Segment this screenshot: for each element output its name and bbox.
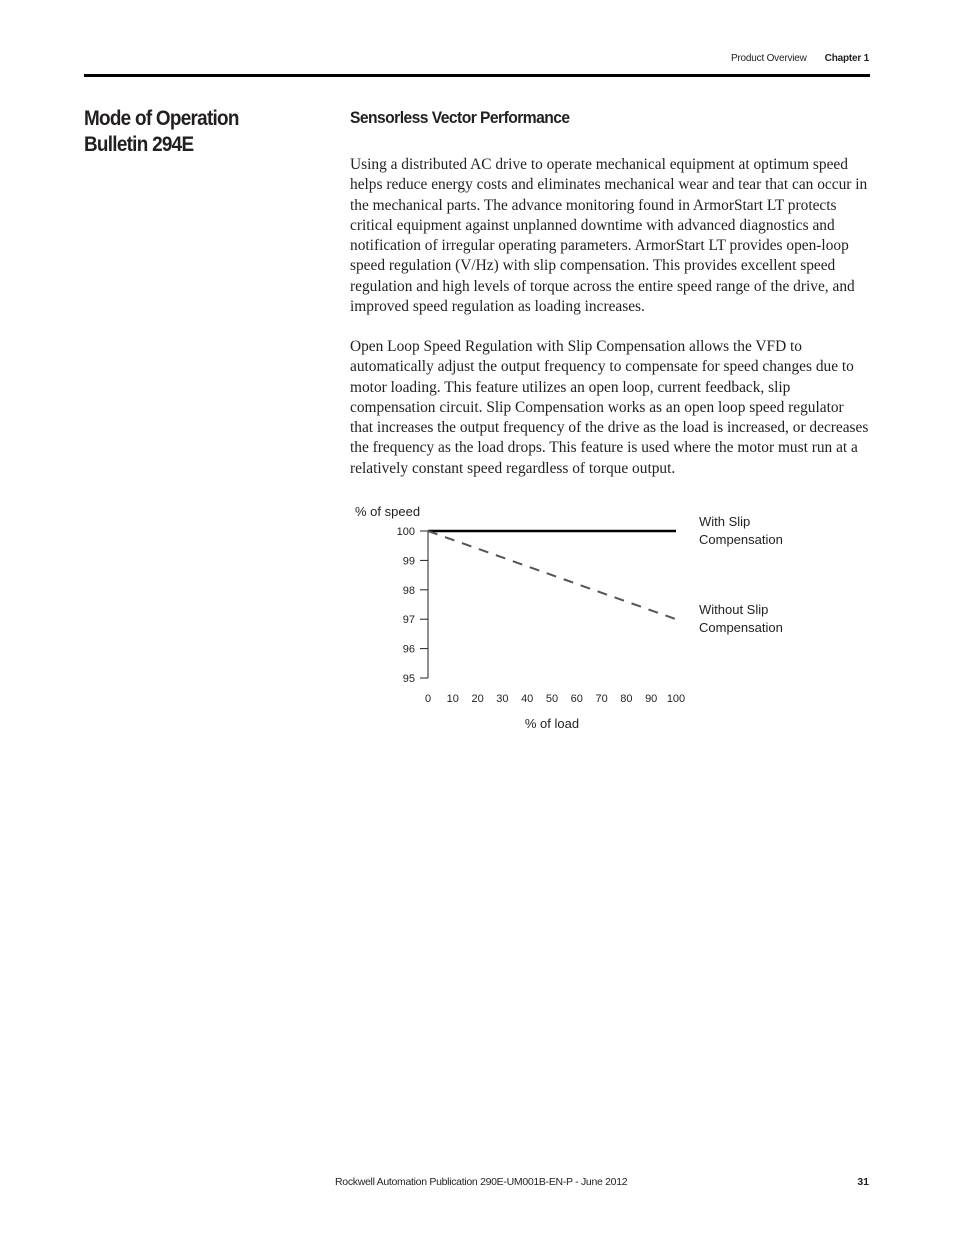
x-tick-label-100: 100 [666,693,686,705]
series-label-2-line-1: Without Slip [699,602,769,618]
side-title [84,106,291,158]
header-chapter: Chapter 1 [824,53,869,64]
body-paragraph-1: Using a distributed AC drive to operate mechanical equipment at optimum speed helps reduce energy costs and eliminates mechanical wear and tear that can occur in the mechanical parts. The advance monitoring found in ArmorStart LT protects critical equipment against unplanned downtime with advanced diagnostics and notification of irregular operating parameters. ArmorStart LT provides open-loop speed regulation (V/Hz) with slip compensation. This provides excellent speed regulation and high levels of torque across the entire speed range of the drive, and improved speed regulation as loading increases. [350,156,868,316]
x-axis-label: % of load [524,716,580,731]
body-paragraph-2: Open Loop Speed Regulation with Slip Compensation allows the VFD to automatically adjust the output frequency to compensate for speed changes due to motor loading. This feature utilizes an open loop, current feedback, slip compensation circuit. Slip Compensation works as an open loop speed regulator that increases the output frequency of the drive as the load is increased, or decreases the frequency as the load drops. This feature is used where the motor must run at a relatively constant speed regardless of torque output. [350,338,869,477]
x-tick-label-90: 90 [645,693,658,705]
x-tick-label-70: 70 [595,693,608,705]
y-tick-label-100: 100 [396,526,415,538]
x-tick-label-50: 50 [545,693,559,705]
running-header [731,53,869,64]
x-tick-label-60: 60 [570,693,583,705]
y-tick-label-97: 97 [402,614,415,627]
header-section: Product Overview [730,53,807,64]
x-tick-label-0: 0 [424,693,432,705]
series-line-2 [428,531,676,619]
series-label-1-line-1: With Slip [699,514,751,529]
series-label-1-line-2: Compensation [699,532,783,547]
series-label-2 [699,602,783,635]
series-label-2-line-2: Compensation [699,620,783,636]
x-tick-label-10: 10 [446,693,459,705]
chart-svg [340,495,800,740]
x-tick-label-20: 20 [471,693,484,705]
speed-regulation-chart [340,495,800,740]
x-tick-label-80: 80 [620,693,633,705]
y-tick-label-98: 98 [402,584,415,597]
x-tick-label-40: 40 [521,693,534,705]
header-rule [84,74,870,77]
page-number: 31 [857,1176,869,1188]
side-title-line-2: Bulletin 294E [84,133,194,156]
y-axis-label: % of speed [355,504,421,519]
y-tick-label-95: 95 [402,673,415,685]
section-heading: Sensorless Vector Performance [350,108,570,127]
footer-publication: Rockwell Automation Publication 290E-UM001B-EN-P - June 2012 [335,1176,628,1188]
y-tick-label-96: 96 [402,643,415,656]
series-label-1 [699,514,783,547]
x-tick-label-30: 30 [496,693,509,705]
side-title-line-1: Mode of Operation [84,107,239,130]
y-tick-label-99: 99 [402,555,415,568]
